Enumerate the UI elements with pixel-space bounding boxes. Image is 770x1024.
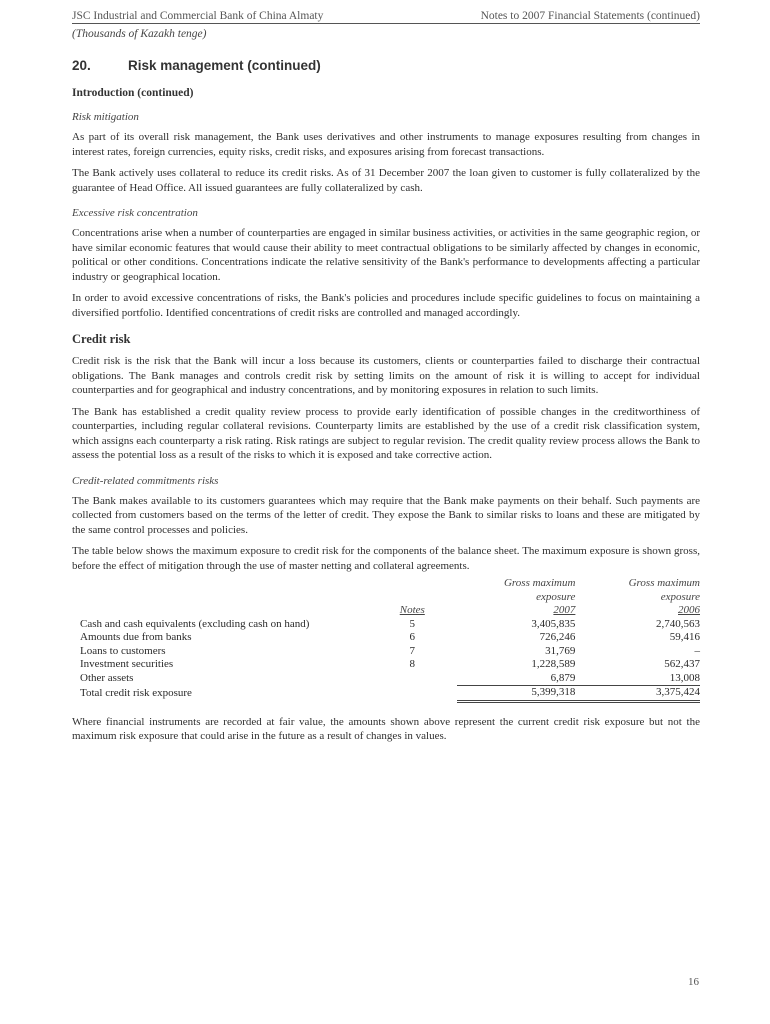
row-label: Cash and cash equivalents (excluding cash on hand) bbox=[80, 617, 310, 630]
risk-mitigation-paragraph-1: As part of its overall risk management, the Bank uses derivatives and other instruments to manage exposures resulting from changes in interest rates, foreign currencies, equity risks, credit risks, and exposures arising from forecast transactions. bbox=[72, 131, 700, 158]
row-value-2007: 6,879 bbox=[457, 672, 576, 686]
header-bank-name: JSC Industrial and Commercial Bank of China Almaty bbox=[72, 10, 324, 22]
col-2006-exposure: exposure bbox=[660, 590, 700, 603]
table-header-row-3 bbox=[72, 604, 700, 618]
intro-heading: Introduction (continued) bbox=[72, 87, 194, 99]
row-value-2006: 2,740,563 bbox=[656, 617, 700, 630]
header-units: (Thousands of Kazakh tenge) bbox=[72, 28, 207, 40]
table-row bbox=[72, 658, 700, 672]
row-note bbox=[368, 672, 457, 686]
table-header-row-2 bbox=[72, 591, 700, 605]
document-page bbox=[72, 10, 700, 744]
col-notes-header: Notes bbox=[399, 604, 425, 616]
row-value-2007: 726,246 bbox=[539, 631, 576, 643]
table-row bbox=[72, 645, 700, 659]
total-label: Total credit risk exposure bbox=[80, 686, 192, 699]
commitments-paragraph-1: The Bank makes available to its customers guarantees which may require that the Bank make payments on their behalf. Such payments are collected from customers based on the terms of the letter of credit. They expose the Bank to similar risks to loans and these are mitigated by the same control processes and policies. bbox=[72, 494, 700, 536]
row-label: Amounts due from banks bbox=[80, 631, 192, 643]
row-label: Loans to customers bbox=[80, 644, 166, 657]
row-note: 5 bbox=[409, 617, 416, 630]
section-number: 20. bbox=[72, 58, 91, 73]
row-note: 6 bbox=[409, 631, 416, 643]
excessive-risk-paragraph-1: Concentrations arise when a number of counterparties are engaged in similar business activities, or activities in the same geographic region, or have similar economic features that would cause their ability to meet contractual obligations to be similarly affected by changes in economic, political or other conditions. Concentrations indicate the relative sensitivity of the Bank's performance to developments affecting a particular industry or geographical location. bbox=[72, 227, 700, 283]
table-header-row-1 bbox=[72, 577, 700, 591]
total-row bbox=[72, 686, 700, 702]
row-value-2007: 3,405,835 bbox=[531, 617, 576, 630]
row-label: Investment securities bbox=[80, 658, 174, 670]
row-value-2007: 1,228,589 bbox=[531, 658, 576, 670]
section-heading bbox=[72, 58, 700, 73]
col-2007-year: 2007 bbox=[553, 604, 576, 616]
risk-mitigation-heading: Risk mitigation bbox=[72, 111, 139, 123]
row-note: 8 bbox=[409, 658, 416, 670]
section-title: Risk management (continued) bbox=[128, 58, 321, 73]
running-header bbox=[72, 10, 700, 24]
row-value-2006: – bbox=[694, 644, 700, 657]
header-notes-title: Notes to 2007 Financial Statements (continued) bbox=[480, 10, 700, 22]
page-number: 16 bbox=[688, 976, 699, 988]
row-value-2006: 13,008 bbox=[575, 672, 700, 686]
row-label: Other assets bbox=[80, 671, 134, 684]
excessive-risk-paragraph-2: In order to avoid excessive concentrations of risks, the Bank's policies and procedures include specific guidelines to focus on maintaining a diversified portfolio. Identified concentrations of credit risks are controlled and managed accordingly. bbox=[72, 292, 700, 319]
commitments-paragraph-2: The table below shows the maximum exposure to credit risk for the components of the balance sheet. The maximum exposure is shown gross, before the effect of mitigation through the use of master netting and collateral agreements. bbox=[72, 545, 700, 572]
closing-paragraph: Where financial instruments are recorded at fair value, the amounts shown above represent the current credit risk exposure but not the maximum risk exposure that could arise in the future as a result of changes in values. bbox=[72, 715, 700, 742]
credit-risk-heading: Credit risk bbox=[72, 332, 131, 346]
col-2007-exposure: exposure bbox=[536, 590, 576, 603]
col-2007-gross: Gross maximum bbox=[503, 577, 576, 589]
table-row bbox=[72, 631, 700, 645]
total-value-2006: 3,375,424 bbox=[575, 686, 700, 702]
table-row bbox=[72, 672, 700, 686]
total-value-2007: 5,399,318 bbox=[457, 686, 576, 702]
row-value-2007: 31,769 bbox=[545, 644, 576, 657]
risk-mitigation-paragraph-2: The Bank actively uses collateral to reduce its credit risks. As of 31 December 2007 the loan given to customer is fully collateralized by the guarantee of Head Office. All issued guarantees are fully collateralized by cash. bbox=[72, 167, 700, 194]
row-value-2006: 562,437 bbox=[664, 658, 700, 670]
row-value-2006: 59,416 bbox=[669, 631, 700, 643]
credit-risk-paragraph-1: Credit risk is the risk that the Bank will incur a loss because its customers, clients or counterparties failed to discharge their contractual obligations. The Bank manages and controls credit risk by setting limits on the amount of risk it is willing to accept for individual counterparties and for geographical and industry concentrations, and by monitoring exposures in relation to such limits. bbox=[72, 355, 700, 396]
commitments-heading: Credit-related commitments risks bbox=[72, 474, 219, 487]
col-2006-year: 2006 bbox=[678, 604, 700, 616]
table-row bbox=[72, 618, 700, 632]
col-2006-gross: Gross maximum bbox=[628, 577, 700, 589]
row-note: 7 bbox=[409, 644, 416, 657]
excessive-risk-heading: Excessive risk concentration bbox=[72, 207, 198, 219]
credit-exposure-table bbox=[72, 577, 700, 703]
credit-risk-paragraph-2: The Bank has established a credit quality review process to provide early identification of possible changes in the creditworthiness of counterparties, including regular collateral revisions. Counterparty limits are established by the use of a credit risk classification system, which assigns each counterparty a risk rating. Risk ratings are subject to regular revision. The credit quality review process allows the Bank to assess the potential loss as a result of the risks to which it is exposed and take corrective action. bbox=[72, 405, 700, 461]
